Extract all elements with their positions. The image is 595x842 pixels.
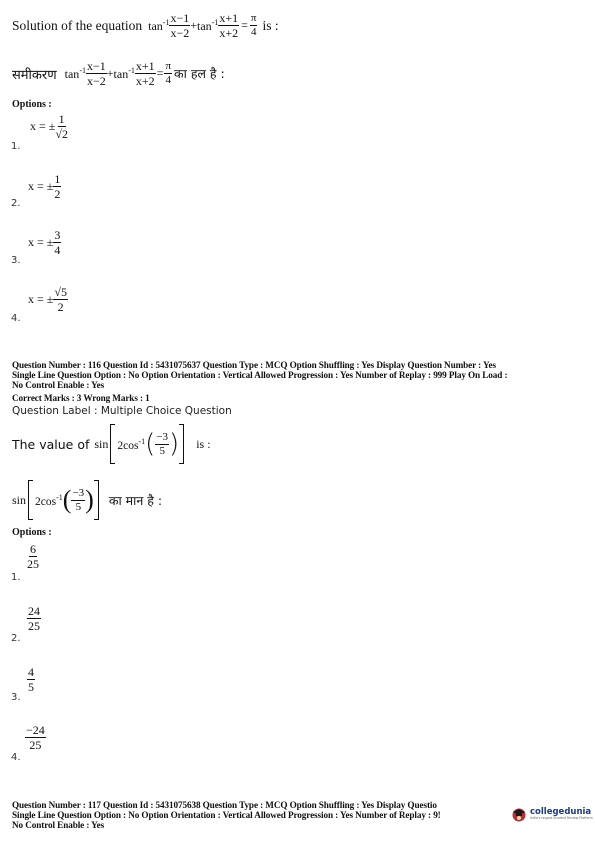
q2-option-3-number: 3. [11, 692, 21, 703]
q2-option-3[interactable]: $\frac{4}{5}$ [28, 665, 34, 694]
q116-meta-line-2: Single Line Question Option : No Option Orientation : Vertical Allowed Progression : Yes Number of Replay : 999 Play On Load : [12, 370, 508, 380]
q2-option-1[interactable]: $\frac{6}{25}$ [27, 542, 39, 571]
collegedunia-tagline: India's largest Student Review Platform [530, 816, 593, 821]
q1-hindi-statement [12, 60, 225, 87]
q1-hi-fraction-1: $\frac{x-1}{x-2}$ [86, 59, 106, 88]
q2-hi-right-bracket [94, 480, 99, 520]
q1-en-prefix: Solution of the equation [12, 17, 143, 33]
q2-right-bracket [179, 424, 184, 464]
q2-option-4-number: 4. [11, 752, 21, 763]
q2-2cos-inv: $2\cos^{-1}$ [117, 436, 146, 452]
q1-tan-2: $\tan^{-1}$ [197, 17, 219, 33]
q1-plus: + [190, 18, 198, 32]
q2-en-prefix: The value of [12, 436, 90, 452]
collegedunia-watermark [511, 806, 593, 822]
q1-hi-suffix: का हल है : [174, 66, 225, 81]
q2-option-2-number: 2. [11, 633, 21, 644]
q1-options-label: Options : [12, 99, 52, 110]
q1-equals: = [241, 18, 248, 32]
q1-hi-prefix: समीकरण [12, 67, 57, 83]
q2-options-label: Options : [12, 527, 52, 538]
q1-hi-pi-over-4: $\frac{\pi}{4}$ [165, 60, 172, 86]
q1-option-4-number: 4. [11, 313, 21, 324]
q1-english-statement [12, 12, 279, 39]
q1-hi-plus: + [106, 66, 114, 80]
q1-hi-tan-2: $\tan^{-1}$ [113, 65, 135, 81]
q1-option-3[interactable]: x = ± $\frac{3}{4}$ [28, 228, 61, 257]
q116-meta-line-1: Question Number : 116 Question Id : 5431075637 Question Type : MCQ Option Shuffling : Yes Display Question Number : Yes [12, 360, 496, 370]
q2-fraction: $\frac{-3}{5}$ [156, 430, 169, 457]
q2-hi-sin: sin [12, 492, 27, 507]
q2-hindi-statement: sin $2\cos^{-1}$ ( $\frac{-3}{5}$ ) का मान है : [12, 480, 162, 520]
q1-option-2[interactable]: x = ± $\frac{1}{2}$ [28, 172, 61, 201]
q1-option-3-number: 3. [11, 255, 21, 266]
q2-hi-suffix: का मान है : [108, 492, 163, 508]
q116-marks: Correct Marks : 3 Wrong Marks : 1 [12, 393, 150, 403]
q1-tan-1: $\tan^{-1}$ [148, 17, 170, 33]
q2-left-bracket [110, 424, 115, 464]
q1-hi-tan-1: $\tan^{-1}$ [64, 65, 86, 81]
q2-english-statement: The value of sin $2\cos^{-1}$ ( $\frac{-3}{5}$ ) is : [12, 424, 211, 464]
q1-option-4[interactable]: x = ± $\frac{√5}{2}$ [28, 285, 67, 314]
q2-hi-2cos-inv: $2\cos^{-1}$ [35, 492, 63, 508]
collegedunia-brand: collegedunia [530, 806, 592, 817]
q2-option-1-number: 1. [11, 572, 21, 583]
q1-pi-over-4: $\frac{\pi}{4}$ [250, 12, 257, 38]
q116-meta-line-3: No Control Enable : Yes [12, 380, 105, 390]
q2-option-2[interactable]: $\frac{24}{25}$ [28, 604, 40, 633]
q2-sin: sin [94, 436, 109, 451]
q117-meta-line-1: Question Number : 117 Question Id : 5431075638 Question Type : MCQ Option Shuffling : Yes Display Questio [12, 800, 437, 810]
q2-hi-left-bracket [28, 480, 33, 520]
q1-fraction-1: $\frac{x-1}{x-2}$ [170, 11, 190, 40]
q116-question-label: Question Label : Multiple Choice Question [12, 405, 232, 417]
q117-meta-line-2: Single Line Question Option : No Option Orientation : Vertical Allowed Progression : Yes Number of Replay : 9! [12, 810, 441, 820]
q1-option-1[interactable]: x = ± $\frac{1}{√2}$ [30, 112, 68, 141]
graduate-cap-icon [511, 806, 527, 822]
q1-option-2-number: 2. [11, 198, 21, 209]
q117-meta-line-3: No Control Enable : Yes [12, 820, 105, 830]
q2-hi-fraction: $\frac{-3}{5}$ [72, 486, 85, 513]
q1-option-1-number: 1. [11, 141, 21, 152]
q1-en-suffix: is : [262, 17, 279, 33]
q1-hi-equals: = [156, 66, 164, 80]
q1-fraction-2: $\frac{x+1}{x+2}$ [219, 11, 239, 40]
q1-hi-fraction-2: $\frac{x+1}{x+2}$ [135, 59, 155, 88]
q2-en-suffix: is : [196, 436, 211, 451]
q2-option-4[interactable]: $\frac{-24}{25}$ [26, 723, 45, 752]
